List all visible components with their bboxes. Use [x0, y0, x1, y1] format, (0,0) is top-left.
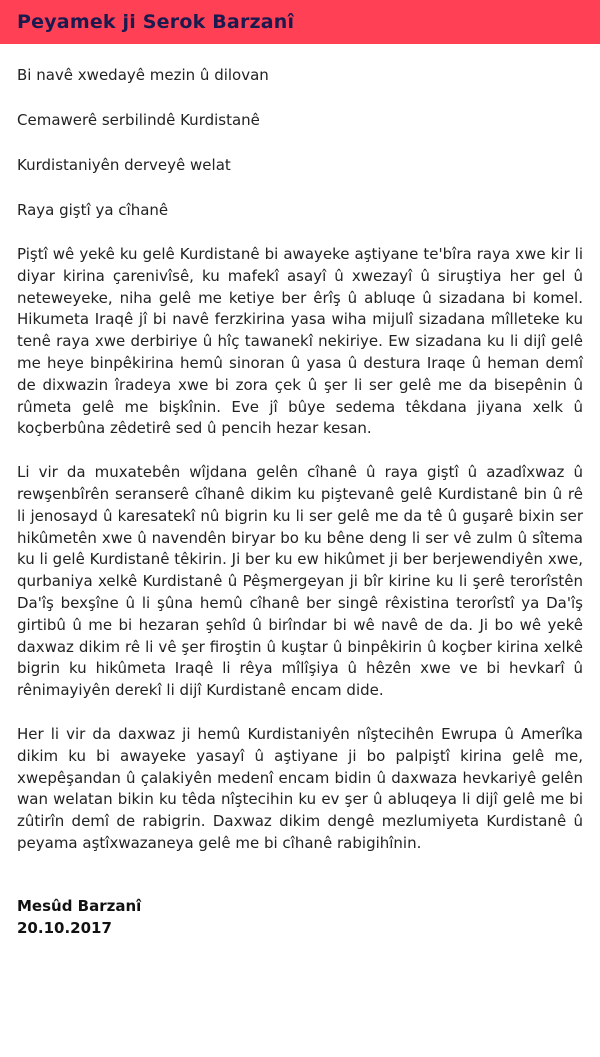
greeting-line: Kurdistaniyên derveyê welat	[17, 156, 231, 174]
message-paragraph: Her li vir da daxwaz ji hemû Kurdistaniyên nîştecihên Ewrupa û Amerîka dikim ku bi awayeke yasayî û aştiyane ji bo palpiştî kirina gelê me, xwepêşandan û çalakiyên medenî encam bidin û daxwaza hevkariyê gelên wan welatan bikin ku têda nîştecihin ku ev şer û abluqeya li dijî gelê me bi zûtirîn demî de rabigrin. Daxwaz dikim dengê mezlumiyeta Kurdistanê û peyama aştîxwazaneya gelê me bi cîhanê rabigihînin.	[17, 724, 583, 852]
message-body	[0, 64, 600, 939]
page-header	[0, 0, 600, 44]
message-paragraph: Li vir da muxatebên wîjdana gelên cîhanê û raya giştî û azadîxwaz û rewşenbîrên seranserê cîhanê dikim ku piştevanê gelê Kurdistanê bin û rê li jenosayd û karesatekî nû bigrin ku li ser gelê me da tê û guşarê bixin ser hikûmetên xwe û navendên biryar bo ku bêne deng li ser vê zulm û sîtema ku li gelê Kurdistanê têkirin. Ji ber ku ew hikûmet ji ber berjewendiyên xwe, qurbaniya xelkê Kurdistanê û Pêşmergeyan ji bîr kirine ku li şerê terorîstên Da'îş bexşîne û li şûna hemû cîhanê ber singê rêxistina terorîstî ya Da'îş girtibû û me bi hezaran şehîd û birîndar bi wê navê de da. Ji bo wê yekê daxwaz dikim rê li vê şer firoştin û kuştar û binpêkirin û koçber kirina xelkê bigrin ku hikûmeta Iraqê li rêya mîlîşiya û hêzên xwe ve bi hevkarî û rênimayiyên derekî li dijî Kurdistanê encam dide.	[17, 463, 583, 700]
signature-block	[17, 895, 583, 939]
page-title: Peyamek ji Serok Barzanî	[17, 11, 295, 33]
greeting-line: Bi navê xwedayê mezin û dilovan	[17, 66, 269, 84]
greeting-line: Raya giştî ya cîhanê	[17, 201, 169, 219]
message-paragraph: Piştî wê yekê ku gelê Kurdistanê bi awayeke aştiyane te'bîra raya xwe kir li diyar kirina çarenivîsê, ku mafekî asayî û xwezayî û siruştiya her gel û neteweyeke, niha gelê me ketiye ber êrîş û abluqe û sizadana bi komel. Hikumeta Iraqê jî bi navê ferzkirina yasa wiha mijulî sizadana mîlleteke ku tenê raya xwe derbiriye û hîç tawanekî nekiriye. Ew sizadana ku li dijî gelê me heye binpêkirina hemû sinoran û yasa û destura Iraqe û heman demî de dixwazin îradeya xwe bi zora çek û şer li ser gelê me da bisepênin û rûmeta gelê me bişkînin. Eve jî bûye sedema têkdana jiyana xelk û koçberbûna zêdetirê sed û pencih hezar kesan.	[17, 245, 583, 438]
greeting-line: Cemawerê serbilindê Kurdistanê	[17, 111, 260, 129]
signature-date: 20.10.2017	[17, 918, 112, 937]
signature-name: Mesûd Barzanî	[17, 896, 142, 915]
